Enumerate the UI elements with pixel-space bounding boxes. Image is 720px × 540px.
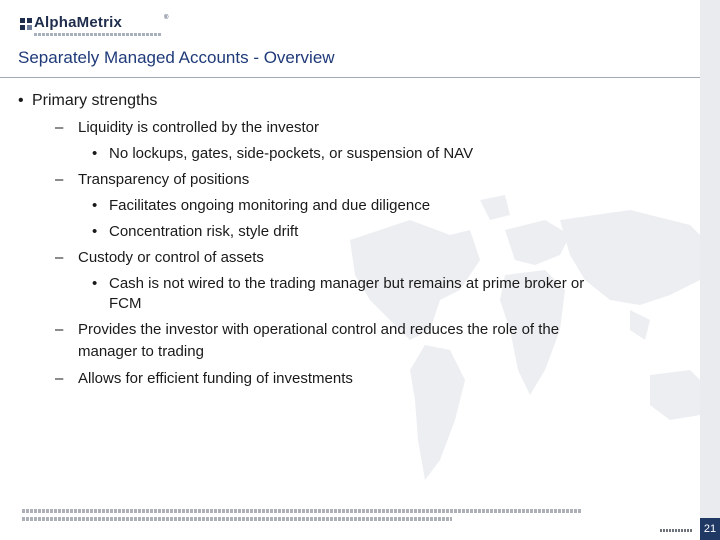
- bullet-text: Concentration risk, style drift: [109, 223, 299, 240]
- dash-marker: –: [55, 119, 64, 136]
- dash-marker: –: [55, 370, 64, 387]
- bullet-marker: •: [92, 197, 98, 214]
- dash-marker: –: [55, 171, 64, 188]
- bullet-text: Primary strengths: [32, 92, 158, 109]
- bullet-cash-not-wired-cont: FCM: [109, 295, 142, 312]
- slide-title: Separately Managed Accounts - Overview: [18, 48, 335, 67]
- bullet-operational-control-cont: manager to trading: [78, 343, 204, 360]
- bullet-marker: •: [92, 223, 98, 240]
- bullet-text: Transparency of positions: [78, 171, 250, 188]
- logo-grid-icon: [20, 18, 32, 30]
- world-map-background: [330, 180, 720, 510]
- title-divider: [0, 77, 700, 78]
- footer-disclaimer-line-1: [22, 509, 582, 513]
- footer-document-code: [660, 529, 692, 532]
- bullet-text: Facilitates ongoing monitoring and due diligence: [109, 197, 431, 214]
- logo-tagline: [34, 33, 162, 36]
- bullet-text: Custody or control of assets: [78, 249, 264, 266]
- logo-text: AlphaMetrix: [34, 14, 123, 31]
- bullet-text: Provides the investor with operational control and reduces the role of the: [78, 321, 560, 338]
- dash-marker: –: [55, 321, 64, 338]
- logo-registered-mark: ®: [164, 15, 169, 21]
- bullet-text: No lockups, gates, side-pockets, or suspension of NAV: [109, 145, 474, 162]
- bullet-text: Cash is not wired to the trading manager but remains at prime broker or: [109, 275, 585, 292]
- right-edge-bar: [700, 0, 720, 540]
- bullet-marker: •: [18, 92, 24, 109]
- page-number: 21: [700, 518, 720, 540]
- dash-marker: –: [55, 249, 64, 266]
- footer-disclaimer-line-2: [22, 517, 452, 521]
- bullet-marker: •: [92, 275, 98, 292]
- bullet-marker: •: [92, 145, 98, 162]
- bullet-text: Allows for efficient funding of investments: [78, 370, 353, 387]
- bullet-text: Liquidity is controlled by the investor: [78, 119, 319, 136]
